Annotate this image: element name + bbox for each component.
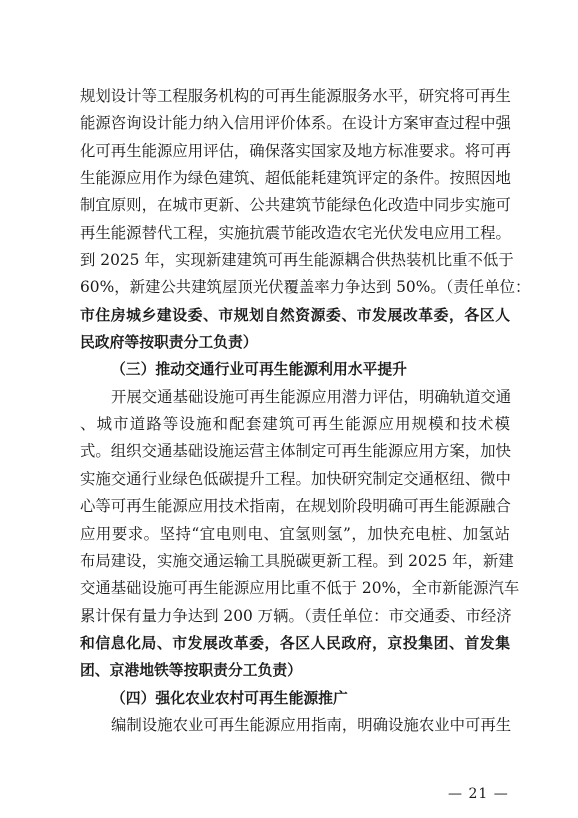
body-line: 再生能源替代工程，实施抗震节能改造农宅光伏发电应用工程。 [80, 223, 511, 242]
body-line: 制宜原则，在城市更新、公共建筑节能绿色化改造中同步实施可 [80, 196, 511, 215]
page-number: — 21 — [448, 786, 509, 802]
body-line: 交通基础设施可再生能源应用比重不低于 20%，全市新能源汽车 [80, 579, 520, 598]
section-heading-3: （三）推动交通行业可再生能源利用水平提升 [111, 361, 407, 379]
body-line: 实施交通行业绿色低碳提升工程。加快研究制定交通枢纽、微中 [80, 469, 511, 488]
body-line: 60%，新建公共建筑屋顶光伏覆盖率力争达到 50%。（责任单位： [80, 278, 531, 297]
responsibility-line: 团、京港地铁等按职责分工负责） [80, 662, 302, 680]
body-line: 编制设施农业可再生能源应用指南，明确设施农业中可再生 [111, 715, 512, 734]
responsibility-line: 民政府等按职责分工负责） [80, 334, 258, 352]
body-line: 布局建设，实施交通运输工具脱碳更新工程。到 2025 年，新建 [80, 551, 514, 570]
body-line: 应用要求。坚持“宜电则电、宜氢则氢”，加快充电桩、加氢站 [80, 524, 510, 543]
body-line: 式。组织交通基础设施运营主体制定可再生能源应用方案，加快 [80, 442, 511, 461]
body-line: 化可再生能源应用评估，确保落实国家及地方标准要求。将可再 [80, 141, 511, 160]
body-line: 到 2025 年，实现新建建筑可再生能源耦合供热装机比重不低于 [80, 251, 514, 270]
responsibility-line: 和信息化局、市发展改革委，各区人民政府，京投集团、首发集 [80, 634, 510, 652]
body-line: 心等可再生能源应用技术指南，在规划阶段明确可再生能源融合 [80, 497, 511, 516]
body-line: 能源咨询设计能力纳入信用评价体系。在设计方案审查过程中强 [80, 114, 511, 133]
body-line: 生能源应用作为绿色建筑、超低能耗建筑评定的条件。按照因地 [80, 169, 511, 188]
body-line: 开展交通基础设施可再生能源应用潜力评估，明确轨道交通 [111, 387, 512, 406]
section-heading-4: （四）强化农业农村可再生能源推广 [111, 689, 348, 707]
responsibility-line: 市住房城乡建设委、市规划自然资源委、市发展改革委，各区人 [80, 306, 510, 324]
document-body [80, 83, 531, 739]
body-line: 、城市道路等设施和配套建筑可再生能源应用规模和技术模 [80, 415, 510, 434]
body-line: 规划设计等工程服务机构的可再生能源服务水平，研究将可再生 [80, 87, 511, 105]
body-line: 累计保有量力争达到 200 万辆。（责任单位：市交通委、市经济 [80, 606, 512, 625]
